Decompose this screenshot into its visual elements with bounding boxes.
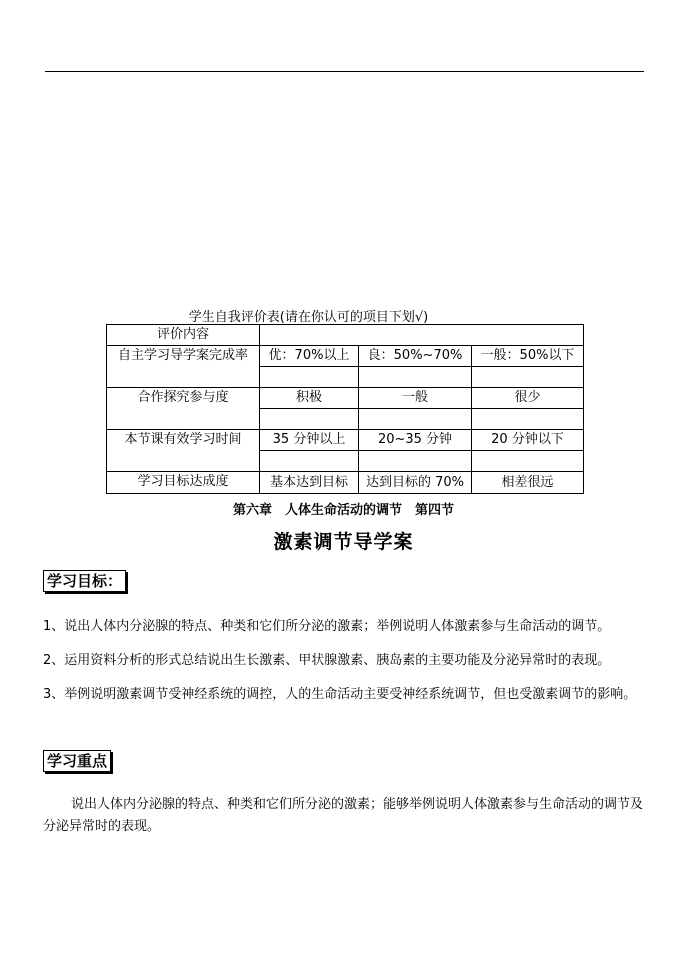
mark-cell[interactable] <box>472 367 584 388</box>
objective-item: 1、说出人体内分泌腺的特点、种类和它们所分泌的激素；举例说明人体激素参与生命活动的调节。 <box>43 619 611 634</box>
option-cell: 基本达到目标 <box>260 472 359 494</box>
row-label: 学习目标达成度 <box>107 472 260 494</box>
row-label: 本节课有效学习时间 <box>107 430 260 472</box>
objectives-heading: 学习目标： <box>43 570 126 592</box>
option-cell: 达到目标的 70% <box>359 472 472 494</box>
option-cell: 20 分钟以下 <box>472 430 584 451</box>
document-title: 激素调节导学案 <box>273 531 414 553</box>
header-rule <box>45 71 644 72</box>
table-row <box>107 472 584 494</box>
option-cell: 一般 <box>359 388 472 409</box>
mark-cell[interactable] <box>260 451 359 472</box>
row-label: 自主学习导学案完成率 <box>107 346 260 388</box>
option-cell: 一般：50%以下 <box>472 346 584 367</box>
key-points-heading: 学习重点 <box>43 750 111 772</box>
option-cell: 20~35 分钟 <box>359 430 472 451</box>
table-caption: 学生自我评价表(请在你认可的项目下划√) <box>188 310 429 325</box>
option-cell: 优：70%以上 <box>260 346 359 367</box>
table-row <box>107 430 584 451</box>
mark-cell[interactable] <box>359 451 472 472</box>
self-evaluation-table <box>106 324 584 494</box>
option-cell: 良：50%~70% <box>359 346 472 367</box>
table-header-blank <box>260 325 584 346</box>
table-row <box>107 388 584 409</box>
mark-cell[interactable] <box>472 409 584 430</box>
mark-cell[interactable] <box>472 451 584 472</box>
option-cell: 35 分钟以上 <box>260 430 359 451</box>
mark-cell[interactable] <box>260 367 359 388</box>
table-row <box>107 346 584 367</box>
option-cell: 积极 <box>260 388 359 409</box>
mark-cell[interactable] <box>260 409 359 430</box>
key-points-text: 说出人体内分泌腺的特点、种类和它们所分泌的激素；能够举例说明人体激素参与生命活动的调节及分泌异常时的表现。 <box>43 797 644 834</box>
table-header-cell: 评价内容 <box>107 325 260 346</box>
objective-item: 2、运用资料分析的形式总结说出生长激素、甲状腺激素、胰岛素的主要功能及分泌异常时的表现。 <box>43 653 611 668</box>
mark-cell[interactable] <box>359 409 472 430</box>
mark-cell[interactable] <box>359 367 472 388</box>
option-cell: 相差很远 <box>472 472 584 494</box>
objective-item: 3、举例说明激素调节受神经系统的调控，人的生命活动主要受神经系统调节，但也受激素调节的影响。 <box>43 687 637 702</box>
row-label: 合作探究参与度 <box>107 388 260 430</box>
option-cell: 很少 <box>472 388 584 409</box>
chapter-heading: 第六章 人体生命活动的调节 第四节 <box>232 503 454 518</box>
